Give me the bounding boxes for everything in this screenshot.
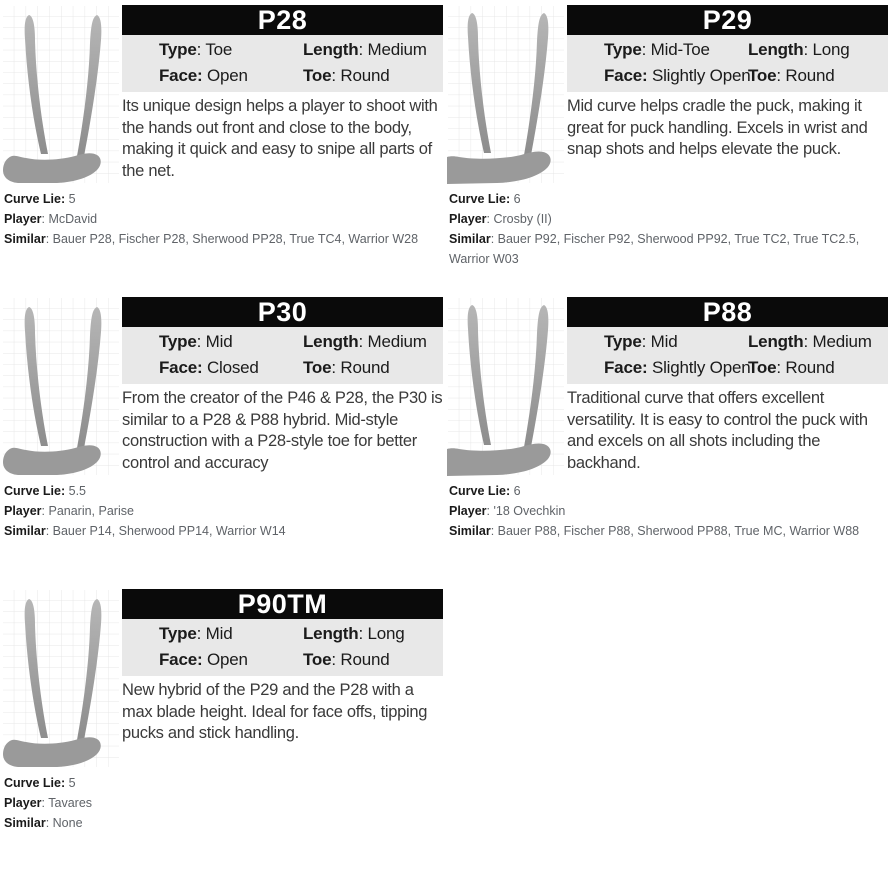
blade-curve-image bbox=[2, 589, 120, 768]
blade-curve-image bbox=[2, 5, 120, 184]
spec-toe-value: : Round bbox=[331, 358, 390, 377]
spec-face-label: Face: bbox=[604, 66, 648, 85]
player-label: Player bbox=[449, 212, 487, 226]
curve-card-top bbox=[2, 297, 445, 476]
spec-toe bbox=[303, 63, 443, 89]
spec-face bbox=[122, 63, 303, 89]
blade-curve-image bbox=[2, 297, 120, 476]
spec-length-label: Length bbox=[303, 40, 359, 59]
similar-label: Similar bbox=[449, 524, 491, 538]
spec-table bbox=[122, 619, 443, 676]
curve-description: Its unique design helps a player to shoot with the hands out front and close to the body, making it quick and easy to snipe all parts of the net. bbox=[122, 97, 438, 180]
curve-lie-line bbox=[4, 189, 445, 209]
blade-curve-image bbox=[447, 297, 565, 476]
curve-name: P29 bbox=[702, 5, 753, 35]
spec-length-value: : Medium bbox=[803, 332, 872, 351]
curve-description: Traditional curve that offers excellent versatility. It is easy to control the puck with and excels on all shots including the backhand. bbox=[567, 389, 868, 472]
curve-lie-label: Curve Lie: bbox=[4, 776, 66, 790]
curve-meta bbox=[4, 773, 445, 833]
spec-face-label: Face: bbox=[159, 650, 203, 669]
spec-length bbox=[303, 37, 443, 63]
curve-name: P88 bbox=[702, 297, 753, 327]
player-label: Player bbox=[4, 212, 42, 226]
spec-length-value: : Medium bbox=[358, 332, 427, 351]
curve-lie-value: 6 bbox=[510, 484, 521, 498]
spec-face-label: Face: bbox=[159, 358, 203, 377]
spec-toe-label: Toe bbox=[303, 650, 332, 669]
curve-lie-value: 5 bbox=[65, 776, 76, 790]
curve-meta bbox=[449, 481, 891, 541]
curve-lie-line bbox=[449, 189, 891, 209]
spec-length bbox=[748, 37, 888, 63]
spec-face-value: Open bbox=[202, 66, 248, 85]
spec-type bbox=[567, 37, 748, 63]
curve-lie-label: Curve Lie: bbox=[449, 484, 511, 498]
spec-length bbox=[303, 329, 443, 355]
spec-toe-label: Toe bbox=[303, 66, 332, 85]
curve-name: P28 bbox=[257, 5, 308, 35]
spec-length-label: Length bbox=[303, 332, 359, 351]
spec-type bbox=[122, 329, 303, 355]
spec-toe-value: : Round bbox=[776, 358, 835, 377]
curve-lie-value: 5 bbox=[65, 192, 76, 206]
spec-table bbox=[567, 35, 888, 92]
spec-length bbox=[303, 621, 443, 647]
curve-card bbox=[0, 584, 445, 876]
spec-toe bbox=[748, 355, 888, 381]
spec-face-value: Closed bbox=[202, 358, 259, 377]
player-line bbox=[4, 209, 445, 229]
player-value: : Crosby (II) bbox=[486, 212, 552, 226]
similar-label: Similar bbox=[449, 232, 491, 246]
curve-card-top bbox=[2, 589, 445, 768]
curve-card bbox=[0, 0, 445, 292]
curve-description: From the creator of the P46 & P28, the P30 is similar to a P28 & P88 hybrid. Mid-style construction with a P28-style toe for better control and accuracy bbox=[122, 389, 443, 472]
curve-name: P30 bbox=[257, 297, 308, 327]
spec-length-label: Length bbox=[748, 40, 804, 59]
spec-toe-label: Toe bbox=[303, 358, 332, 377]
spec-type bbox=[122, 37, 303, 63]
spec-length-value: : Medium bbox=[358, 40, 427, 59]
player-value: : '18 Ovechkin bbox=[486, 504, 566, 518]
curve-card-top bbox=[2, 5, 445, 184]
curve-meta bbox=[4, 481, 445, 541]
spec-toe bbox=[303, 355, 443, 381]
spec-type-value: : Mid bbox=[641, 332, 678, 351]
spec-table bbox=[122, 327, 443, 384]
similar-line bbox=[4, 813, 445, 833]
spec-face bbox=[567, 355, 751, 381]
blade-curve-image bbox=[447, 5, 565, 184]
curve-lie-line bbox=[4, 773, 445, 793]
similar-value: : Bauer P88, Fischer P88, Sherwood PP88, True MC, Warrior W88 bbox=[490, 524, 860, 538]
spec-length-value: : Long bbox=[803, 40, 850, 59]
player-line bbox=[4, 793, 445, 813]
spec-type-value: : Mid bbox=[196, 332, 233, 351]
curve-card-info bbox=[122, 5, 443, 184]
player-line bbox=[449, 501, 891, 521]
spec-toe-label: Toe bbox=[748, 66, 777, 85]
spec-length bbox=[748, 329, 888, 355]
spec-face-value: Slightly Open bbox=[647, 66, 751, 85]
spec-face-label: Face: bbox=[159, 66, 203, 85]
player-label: Player bbox=[449, 504, 487, 518]
player-value: : Tavares bbox=[41, 796, 93, 810]
curve-lie-line bbox=[4, 481, 445, 501]
spec-face bbox=[122, 647, 303, 673]
spec-face bbox=[567, 63, 751, 89]
spec-length-label: Length bbox=[303, 624, 359, 643]
curve-name-header bbox=[122, 589, 443, 619]
curve-name-header bbox=[567, 5, 888, 35]
spec-length-label: Length bbox=[748, 332, 804, 351]
player-line bbox=[4, 501, 445, 521]
player-value: : McDavid bbox=[41, 212, 98, 226]
curve-meta bbox=[4, 189, 445, 249]
spec-face bbox=[122, 355, 303, 381]
curve-lie-value: 6 bbox=[510, 192, 521, 206]
curve-lie-label: Curve Lie: bbox=[449, 192, 511, 206]
curve-lie-label: Curve Lie: bbox=[4, 192, 66, 206]
similar-value: : Bauer P28, Fischer P28, Sherwood PP28, True TC4, Warrior W28 bbox=[45, 232, 419, 246]
curve-card-info bbox=[122, 297, 443, 476]
spec-type-label: Type bbox=[159, 624, 197, 643]
curve-description: Mid curve helps cradle the puck, making it great for puck handling. Excels in wrist and snap shots and helps elevate the puck. bbox=[567, 97, 868, 158]
spec-type-value: : Mid bbox=[196, 624, 233, 643]
spec-length-value: : Long bbox=[358, 624, 405, 643]
spec-face-value: Open bbox=[202, 650, 248, 669]
curve-card bbox=[445, 292, 891, 584]
curve-name: P90TM bbox=[237, 589, 328, 619]
curve-name-header bbox=[122, 5, 443, 35]
curve-card-info bbox=[122, 589, 443, 768]
spec-type-label: Type bbox=[604, 40, 642, 59]
spec-type-value: : Toe bbox=[196, 40, 233, 59]
spec-table bbox=[122, 35, 443, 92]
similar-line bbox=[4, 229, 445, 249]
spec-type-value: : Mid-Toe bbox=[641, 40, 710, 59]
curve-card-top bbox=[447, 297, 891, 476]
curve-card-info bbox=[567, 297, 888, 476]
curve-lie-label: Curve Lie: bbox=[4, 484, 66, 498]
spec-toe-value: : Round bbox=[331, 650, 390, 669]
spec-type-label: Type bbox=[159, 40, 197, 59]
similar-line bbox=[4, 521, 445, 541]
curve-card bbox=[0, 292, 445, 584]
spec-face-value: Slightly Open bbox=[647, 358, 751, 377]
spec-table bbox=[567, 327, 888, 384]
similar-label: Similar bbox=[4, 524, 46, 538]
spec-type bbox=[567, 329, 748, 355]
similar-value: : None bbox=[45, 816, 83, 830]
spec-toe-label: Toe bbox=[748, 358, 777, 377]
spec-type-label: Type bbox=[604, 332, 642, 351]
curve-name-header bbox=[122, 297, 443, 327]
curve-description: New hybrid of the P29 and the P28 with a max blade height. Ideal for face offs, tipping pucks and stick handling. bbox=[122, 681, 428, 742]
similar-line bbox=[449, 521, 891, 541]
spec-toe-value: : Round bbox=[331, 66, 390, 85]
similar-label: Similar bbox=[4, 232, 46, 246]
spec-toe bbox=[748, 63, 888, 89]
curve-lie-value: 5.5 bbox=[65, 484, 86, 498]
spec-type bbox=[122, 621, 303, 647]
spec-toe-value: : Round bbox=[776, 66, 835, 85]
similar-value: : Bauer P14, Sherwood PP14, Warrior W14 bbox=[45, 524, 286, 538]
player-label: Player bbox=[4, 796, 42, 810]
player-value: : Panarin, Parise bbox=[41, 504, 134, 518]
similar-line bbox=[449, 229, 891, 269]
curve-meta bbox=[449, 189, 891, 269]
similar-label: Similar bbox=[4, 816, 46, 830]
curve-lie-line bbox=[449, 481, 891, 501]
curve-card-info bbox=[567, 5, 888, 184]
curve-name-header bbox=[567, 297, 888, 327]
spec-type-label: Type bbox=[159, 332, 197, 351]
player-line bbox=[449, 209, 891, 229]
spec-face-label: Face: bbox=[604, 358, 648, 377]
curve-card-top bbox=[447, 5, 891, 184]
curve-card bbox=[445, 0, 891, 292]
similar-value: : Bauer P92, Fischer P92, Sherwood PP92, True TC2, True TC2.5, Warrior W03 bbox=[449, 232, 860, 266]
spec-toe bbox=[303, 647, 443, 673]
player-label: Player bbox=[4, 504, 42, 518]
